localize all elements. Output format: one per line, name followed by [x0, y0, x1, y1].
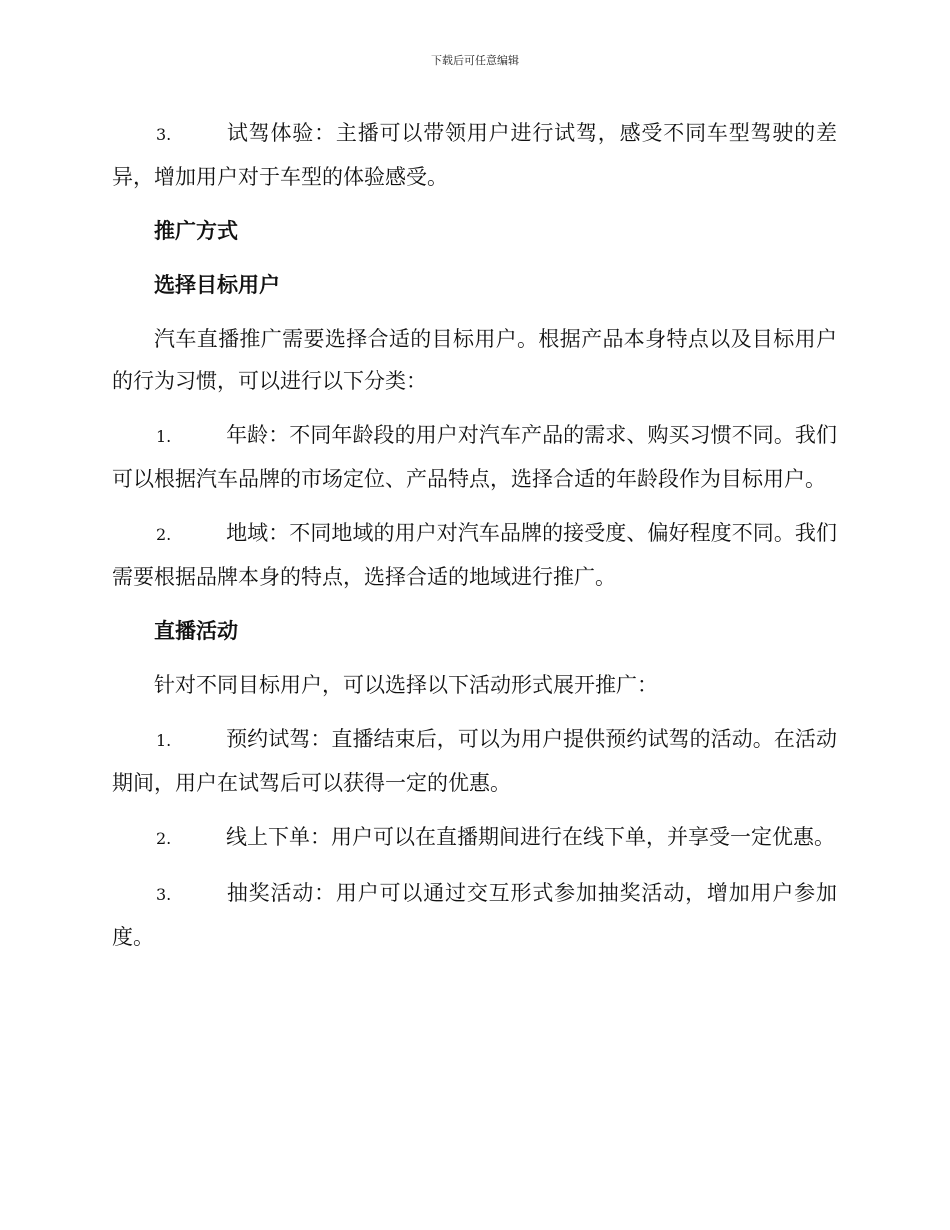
- list-text: 预约试驾：直播结束后，可以为用户提供预约试驾的活动。在活动期间，用户在试驾后可以获得一定的优惠。: [112, 727, 837, 795]
- section-heading: 推广方式: [154, 219, 238, 243]
- subsection-heading: 直播活动: [154, 619, 238, 643]
- list-text: 抽奖活动：用户可以通过交互形式参加抽奖活动，增加用户参加度。: [112, 881, 837, 949]
- list-item: [112, 816, 837, 860]
- subsection-heading: 选择目标用户: [154, 273, 280, 297]
- list-number: 3.: [156, 125, 172, 144]
- list-item: [112, 112, 837, 198]
- paragraph: 汽车直播推广需要选择合适的目标用户。根据产品本身特点以及目标用户的行为习惯，可以进行以下分类：: [112, 327, 837, 393]
- list-item: [112, 872, 837, 958]
- list-text: 地域：不同地域的用户对汽车品牌的接受度、偏好程度不同。我们需要根据品牌本身的特点，选择合适的地域进行推广。: [112, 521, 837, 589]
- list-item: [112, 512, 837, 598]
- list-item: [112, 718, 837, 804]
- list-number: 1.: [156, 731, 172, 750]
- list-number: 1.: [156, 427, 172, 446]
- list-number: 2.: [156, 525, 172, 544]
- paragraph: 针对不同目标用户，可以选择以下活动形式展开推广：: [154, 673, 658, 697]
- list-number: 3.: [156, 885, 172, 904]
- list-number: 2.: [156, 829, 172, 848]
- list-text: 年龄：不同年龄段的用户对汽车产品的需求、购买习惯不同。我们可以根据汽车品牌的市场定位、产品特点，选择合适的年龄段作为目标用户。: [112, 423, 837, 491]
- document-body: [112, 112, 837, 970]
- page-header: 下载后可任意编辑: [431, 54, 519, 67]
- list-item: [112, 414, 837, 500]
- list-text: 试驾体验：主播可以带领用户进行试驾，感受不同车型驾驶的差异，增加用户对于车型的体验感受。: [112, 121, 837, 189]
- list-text: 线上下单：用户可以在直播期间进行在线下单，并享受一定优惠。: [226, 825, 835, 849]
